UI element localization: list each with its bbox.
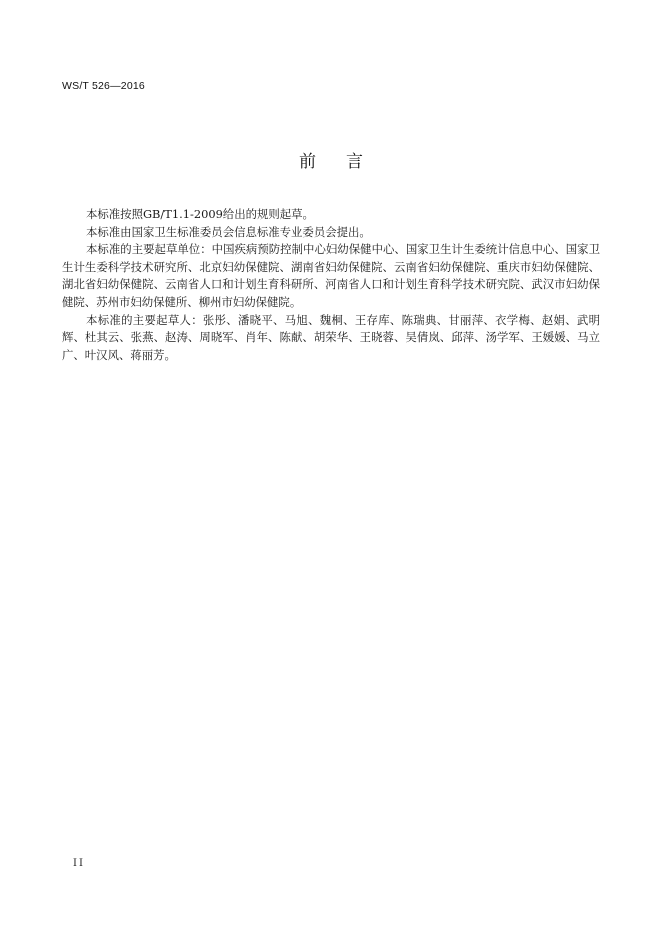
paragraph-proposer: 本标准由国家卫生标准委员会信息标准专业委员会提出。	[86, 224, 371, 239]
paragraph-drafting-rules: 本标准按照GB/T1.1-2009给出的规则起草。	[86, 207, 314, 221]
section-heading	[0, 147, 662, 172]
heading-char-1: 前	[299, 152, 316, 172]
document-code: WS/T 526—2016	[62, 80, 145, 92]
paragraph-drafters: 本标准的主要起草人：张彤、潘晓平、马旭、魏桐、王存库、陈瑞典、甘丽萍、衣学梅、赵娟、武明辉、杜其云、张燕、赵涛、周晓军、肖年、陈献、胡荣华、王晓蓉、吴倩岚、邱萍、汤学军、王媛媛、马立广、叶汉风、蒋丽芳。	[62, 312, 600, 362]
heading-char-2: 言	[346, 152, 363, 172]
page-number: II	[73, 858, 85, 869]
foreword-body	[62, 206, 600, 364]
paragraph-drafting-units: 本标准的主要起草单位：中国疾病预防控制中心妇幼保健中心、国家卫生计生委统计信息中心、国家卫生计生委科学技术研究所、北京妇幼保健院、湖南省妇幼保健院、云南省妇幼保健院、重庆市妇幼保健院、湖北省妇幼保健院、云南省人口和计划生育科研所、河南省人口和计划生育科学技术研究院、武汉市妇幼保健院、苏州市妇幼保健所、柳州市妇幼保健院。	[62, 242, 600, 309]
